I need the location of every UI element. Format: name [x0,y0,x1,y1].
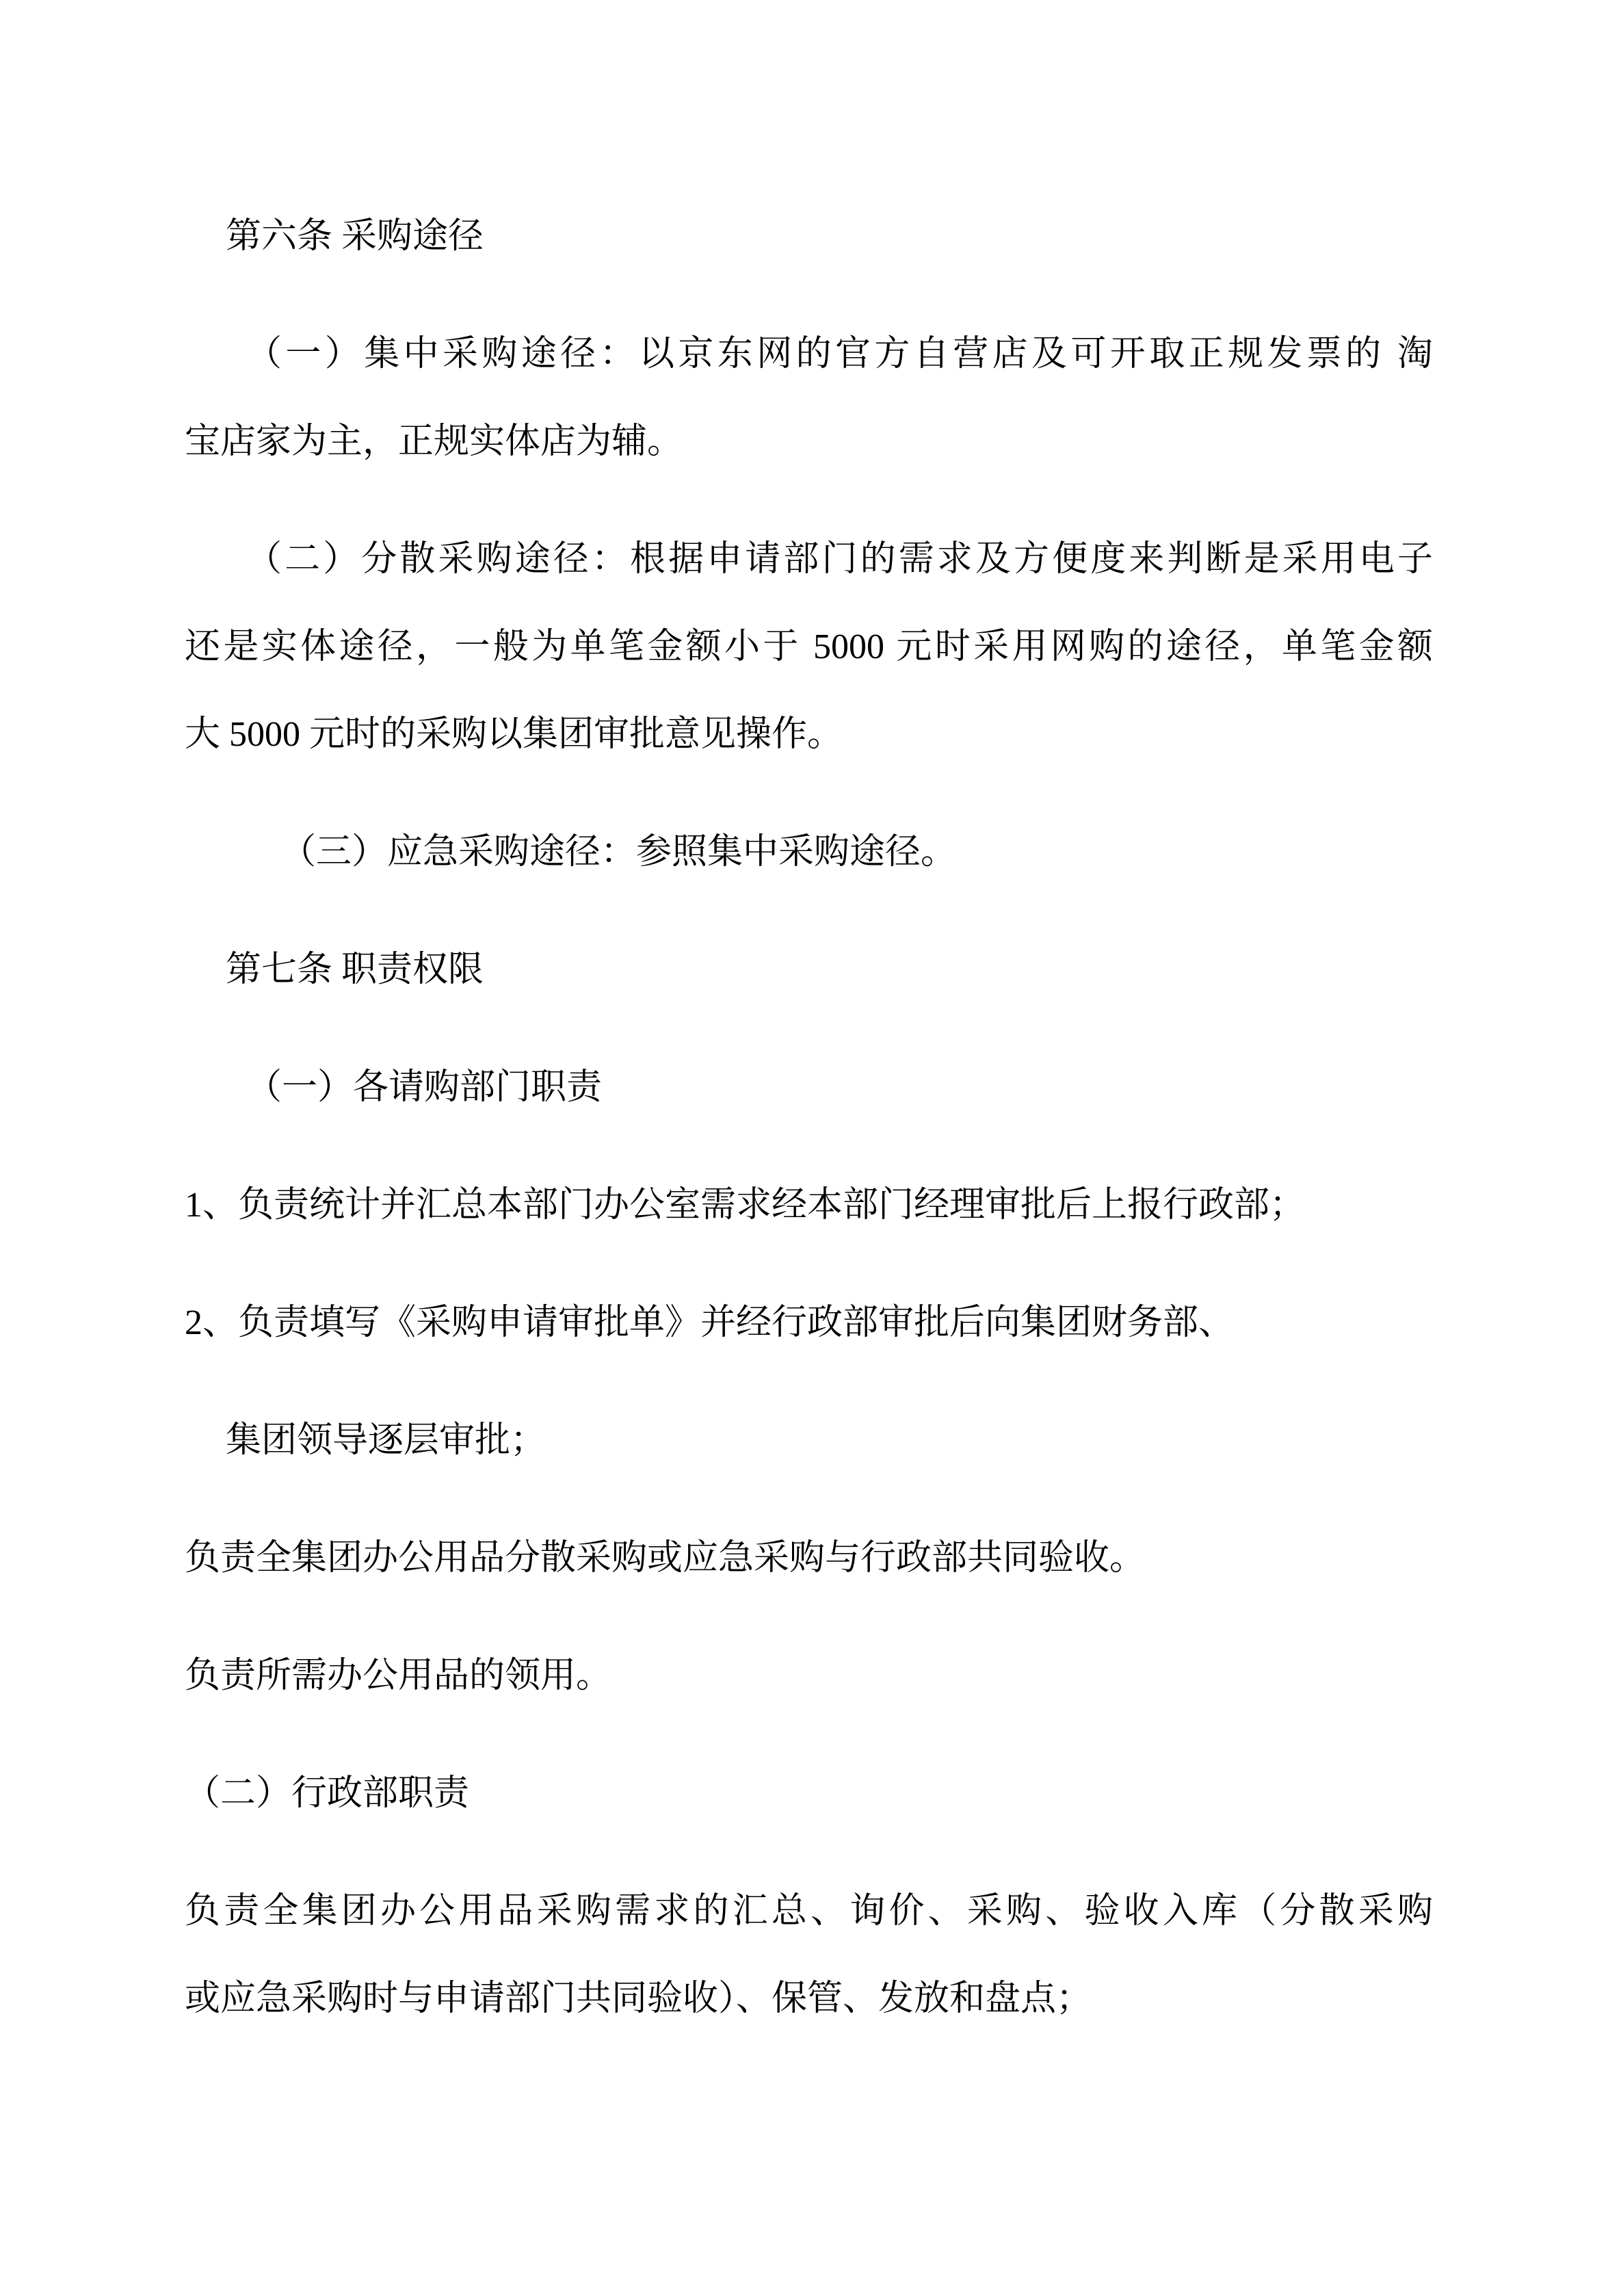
clause-3-line-1: （三）应急采购途径：参照集中采购途径。 [280,833,957,872]
clause-1-line-2: 宝店家为主，正规实体店为辅。 [185,422,683,461]
duty-item-2-line-1: 2、负责填写《采购申请审批单》并经行政部审批后向集团财务部、 [185,1303,1235,1342]
duty-item-2-line-2: 集团领导逐层审批； [226,1421,546,1460]
heading-article-7: 第七条 职责权限 [226,950,484,989]
admin-duty-line-2: 或应急采购时与申请部门共同验收）、保管、发放和盘点； [185,1979,1092,2018]
clause-2-line-3: 大 5000 元时的采购以集团审批意见操作。 [185,715,843,754]
admin-duty-line-1: 负责全集团办公用品采购需求的汇总、询价、采购、验收入库（分散采购 [185,1892,1433,1931]
clause-1-line-1: （一）集中采购途径：以京东网的官方自营店及可开取正规发票的 淘 [246,335,1433,374]
duty-item-1: 1、负责统计并汇总本部门办公室需求经本部门经理审批后上报行政部； [185,1186,1306,1225]
section-2-heading: （二）行政部职责 [185,1774,470,1813]
heading-article-6: 第六条 采购途径 [226,217,484,256]
clause-2-line-1: （二）分散采购途径：根据申请部门的需求及方便度来判断是采用电子 [246,540,1433,579]
duty-item-3: 负责全集团办公用品分散采购或应急采购与行政部共同验收。 [185,1539,1146,1578]
section-1-heading: （一）各请购部门职责 [246,1068,603,1107]
clause-2-line-2: 还是实体途径，一般为单笔金额小于 5000 元时采用网购的途径，单笔金额 [185,627,1433,666]
duty-item-4: 负责所需办公用品的领用。 [185,1656,612,1695]
